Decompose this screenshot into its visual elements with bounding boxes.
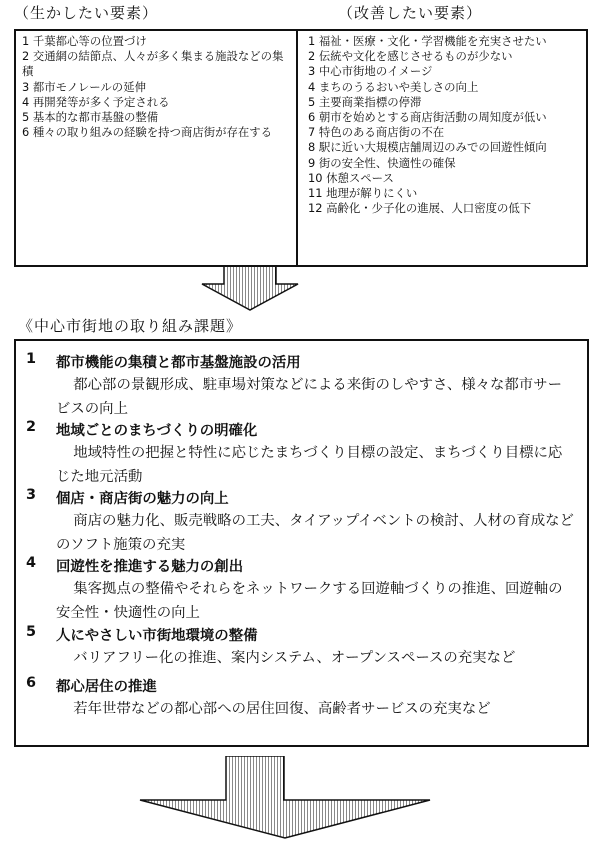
improvement-item: 10 休憩スペース	[308, 170, 394, 185]
improvements-heading: （改善したい要素）	[338, 4, 483, 22]
strength-item: 6 種々の取り組みの経験を持つ商店街が存在する	[22, 125, 273, 140]
column-divider	[296, 31, 298, 265]
section-title: 《中心市街地の取り組み課題》	[18, 317, 243, 335]
elements-table	[14, 29, 588, 267]
strength-item: 4 再開発等が多く予定される	[22, 94, 170, 109]
improvement-item: 4 まちのうるおいや美しさの向上	[308, 79, 479, 94]
issue-description: 商店の魅力化、販売戦略の工夫、タイアップイベントの検討、人材の育成などのソフト施策の充実	[56, 513, 574, 553]
improvement-item: 12 高齢化・少子化の進展、人口密度の低下	[308, 201, 532, 216]
issue-description: 集客拠点の整備やそれらをネットワークする回遊軸づくりの推進、回遊軸の安全性・快適性の向上	[56, 581, 563, 621]
issue-title: 都市機能の集積と都市基盤施設の活用	[56, 355, 301, 371]
issue-number: 6	[26, 675, 37, 691]
issue-description: 都心部の景観形成、駐車場対策などによる来街のしやすさ、様々な都市サービスの向上	[56, 377, 562, 417]
strength-item: 5 基本的な都市基盤の整備	[22, 110, 159, 125]
issue-title: 人にやさしい市街地環境の整備	[56, 628, 258, 644]
strength-item: 3 都市モノレールの延伸	[22, 79, 146, 94]
down-arrow-icon	[200, 266, 300, 312]
issue-title: 都心居住の推進	[56, 679, 157, 695]
improvement-item: 7 特色のある商店街の不在	[308, 125, 445, 140]
improvement-item: 1 福祉・医療・文化・学習機能を充実させたい	[308, 34, 547, 48]
improvement-item: 2 伝統や文化を感じさせるものが少ない	[308, 49, 513, 64]
improvements-list	[308, 34, 580, 216]
issue-number: 5	[26, 624, 37, 640]
issue-number: 3	[26, 487, 37, 503]
improvement-item: 8 駅に近い大規模店舗周辺のみでの回遊性傾向	[308, 140, 547, 155]
improvement-item: 9 街の安全性、快適性の確保	[308, 155, 456, 170]
issue-description: 地域特性の把握と特性に応じたまちづくり目標の設定、まちづくり目標に応じた地元活動	[56, 445, 563, 485]
improvement-item: 6 朝市を始めとする商店街活動の周知度が低い	[308, 110, 547, 125]
issue-number: 1	[26, 351, 37, 367]
strengths-heading: （生かしたい要素）	[14, 4, 159, 22]
strength-item: 1 千葉都心等の位置づけ	[22, 34, 147, 48]
issue-title: 個店・商店街の魅力の向上	[56, 491, 229, 507]
down-arrow-icon	[130, 756, 450, 840]
issue-number: 2	[26, 419, 37, 435]
issue-description: 若年世帯などの都心部への居住回復、高齢者サービスの充実など	[73, 701, 491, 717]
strengths-list	[22, 34, 284, 140]
strength-item: 2 交通網の結節点、人々が多く集まる施設などの集積	[22, 49, 284, 79]
improvement-item: 5 主要商業指標の停滞	[308, 94, 422, 109]
issue-title: 地域ごとのまちづくりの明確化	[56, 423, 258, 439]
improvement-item: 11 地理が解りにくい	[308, 186, 418, 201]
issue-title: 回遊性を推進する魅力の創出	[56, 559, 244, 575]
improvement-item: 3 中心市街地のイメージ	[308, 64, 433, 79]
issues-box	[14, 339, 589, 747]
issue-description: バリアフリー化の推進、案内システム、オープンスペースの充実など	[73, 650, 516, 666]
issue-number: 4	[26, 555, 37, 571]
